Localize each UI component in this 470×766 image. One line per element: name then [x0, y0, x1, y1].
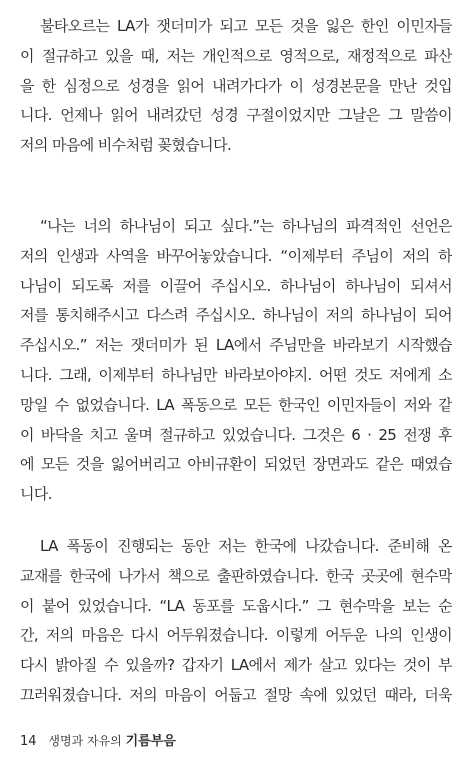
text-line: 니다. 그래, 이제부터 하나님만 바라보아야지. 어떤 것도 저에게 소 — [20, 365, 452, 384]
text-line: 니다. 언제나 읽어 내려갔던 성경 구절이었지만 그날은 그 말씀이 — [20, 106, 452, 125]
paragraph-2 — [20, 212, 452, 510]
text-line: 나님이 되도록 저를 이끌어 주십시오. 하나님이 하나님이 되셔서 — [20, 276, 452, 295]
text-line: 주십시오.” 저는 잿더미가 된 LA에서 주님만을 바라보기 시작했습 — [20, 336, 452, 355]
paragraph-1 — [20, 12, 452, 161]
text-line: 니다. — [20, 485, 52, 504]
text-line: 간, 저의 마음은 다시 어두워졌습니다. 이렇게 어두운 나의 인생이 — [20, 626, 452, 645]
text-line: LA 폭동이 진행되는 동안 저는 한국에 나갔습니다. 준비해 온 — [40, 537, 452, 555]
text-line: 저의 인생과 사역을 바꾸어놓았습니다. “이제부터 주님이 저의 하 — [20, 246, 452, 265]
text-line: 이 붙어 있었습니다. “LA 동포를 도웁시다.” 그 현수막을 보는 순 — [20, 596, 452, 615]
text-line: 저의 마음에 비수처럼 꽂혔습니다. — [20, 136, 232, 155]
text-line: 끄러워졌습니다. 저의 마음이 어둡고 절망 속에 있었던 때라, 더욱 — [20, 685, 452, 704]
text-line: 을 한 심정으로 성경을 읽어 내려가다가 이 성경본문을 만난 것입 — [20, 76, 452, 95]
text-line: 저를 통치해주시고 다스려 주십시오. 하나님이 저의 하나님이 되어 — [20, 306, 452, 325]
text-line: 이 바닥을 치고 울며 절규하고 있었습니다. 그것은 6 · 25 전쟁 후 — [20, 425, 452, 444]
text-line: 에 모든 것을 잃어버리고 아비규환이 되었던 장면과도 같은 때였습 — [20, 455, 452, 474]
text-line: 이 절규하고 있을 때, 저는 개인적으로 영적으로, 재정적으로 파산 — [20, 46, 452, 65]
book-title-part1: 생명과 자유의 — [48, 734, 122, 748]
text-line: “나는 너의 하나님이 되고 싶다.”는 하나님의 파격적인 선언은 — [40, 217, 452, 235]
paragraph-3 — [20, 532, 452, 711]
book-title-part2: 기름부음 — [125, 734, 176, 749]
text-line: 다시 밝아질 수 있을까? 갑자기 LA에서 제가 살고 있다는 것이 부 — [20, 656, 452, 675]
text-line: 망일 수 없었습니다. LA 폭동으로 모든 한국인 이민자들이 저와 같 — [20, 395, 452, 414]
text-line: 불타오르는 LA가 잿더미가 되고 모든 것을 잃은 한인 이민자들 — [40, 17, 452, 35]
page-footer — [20, 730, 176, 749]
text-line: 교재를 한국에 나가서 책으로 출판하였습니다. 한국 곳곳에 현수막 — [20, 566, 452, 585]
page-number: 14 — [20, 734, 37, 749]
